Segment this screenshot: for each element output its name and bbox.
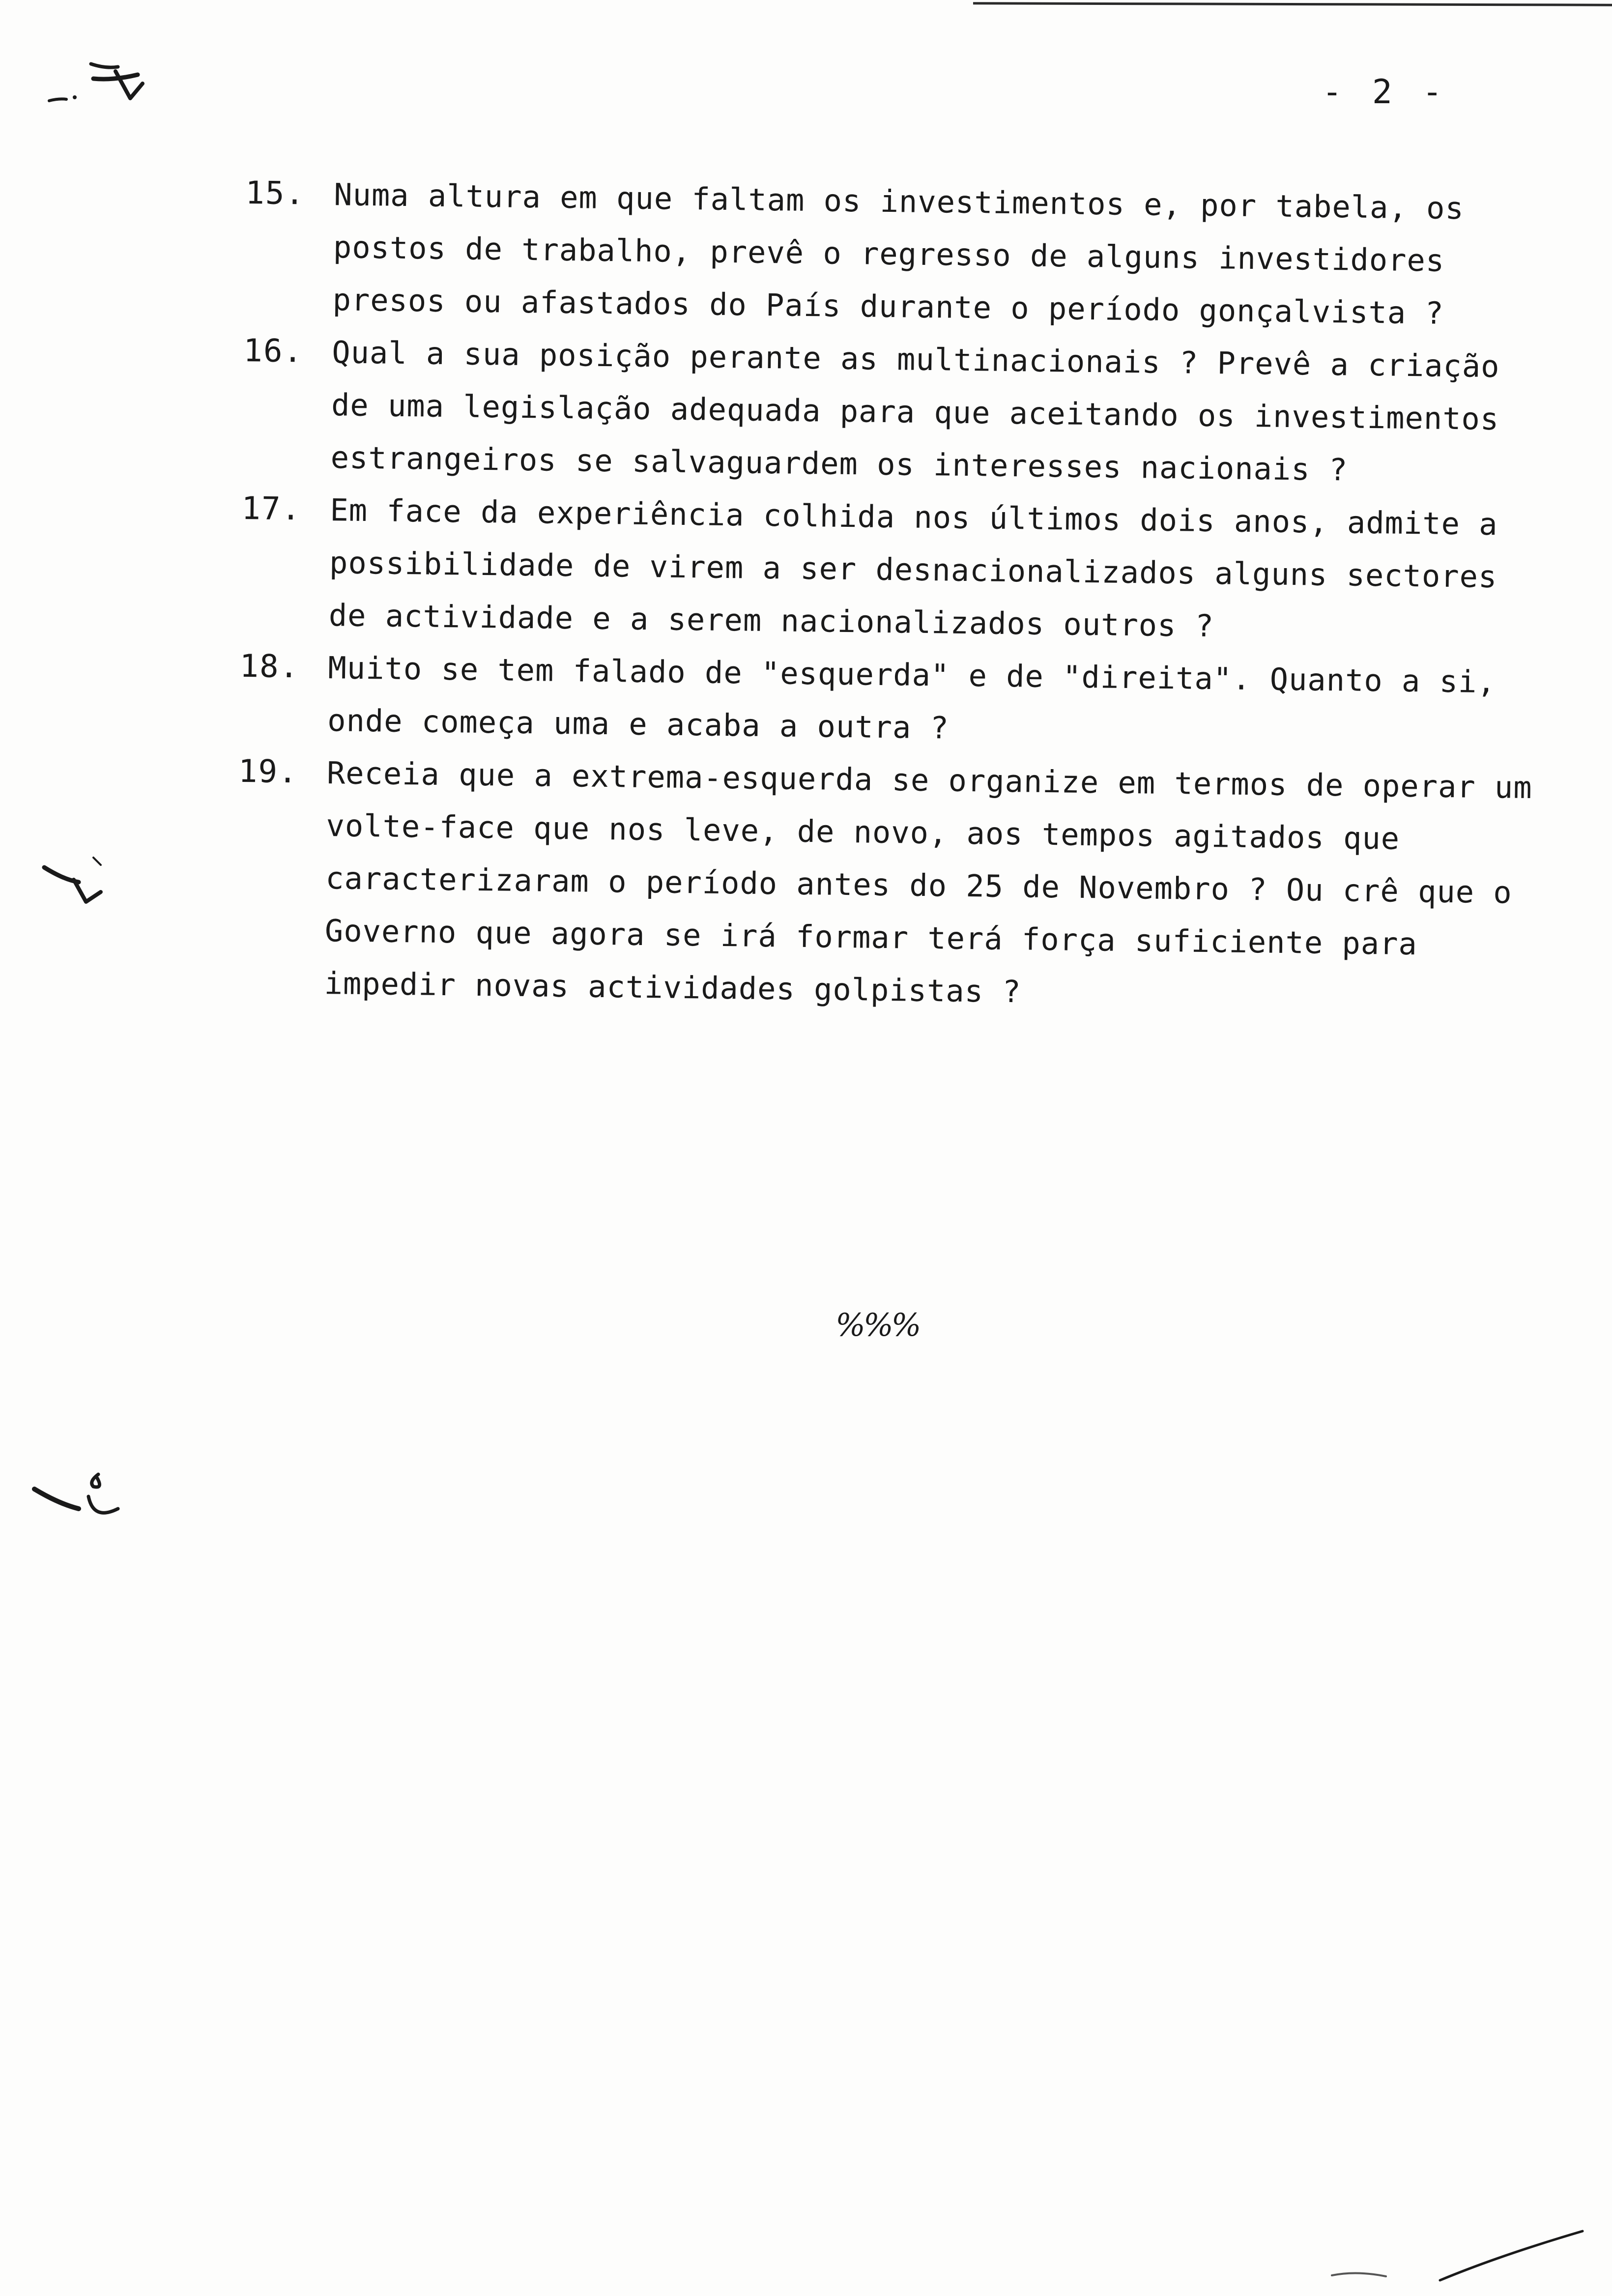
question-item bbox=[239, 640, 1547, 761]
top-rule bbox=[973, 2, 1612, 6]
question-number: 15. bbox=[245, 174, 306, 212]
question-item bbox=[242, 325, 1551, 498]
margin-mark-middle-icon bbox=[20, 845, 128, 914]
question-number: 17. bbox=[241, 490, 302, 528]
page-number: - 2 - bbox=[1322, 73, 1447, 112]
question-text: Em face da experiência colhida nos últimos dois anos, admite a possibilidade de virem a ser desnacionalizados alguns sectores de actividade e a serem nacionalizados outros ? bbox=[328, 492, 1498, 644]
question-item bbox=[240, 483, 1549, 656]
question-text: Muito se tem falado de "esquerda" e de "direita". Quanto a si, onde começa uma e acaba a outra ? bbox=[327, 650, 1497, 746]
question-number: 16. bbox=[243, 332, 304, 370]
question-text: Numa altura em que faltam os investimentos e, por tabela, os postos de trabalho, prevê o regresso de alguns investidores presos ou afastados do País durante o período gonçalvista ? bbox=[332, 176, 1465, 331]
corner-stroke-icon bbox=[1327, 2202, 1612, 2296]
margin-mark-top-icon bbox=[20, 49, 157, 128]
question-text: Qual a sua posição perante as multinacionais ? Prevê a criação de uma legislação adequada para que aceitando os investimentos estrangeiros se salvaguardem os interesses nacionais ? bbox=[330, 334, 1500, 488]
margin-mark-bottom-icon bbox=[20, 1455, 138, 1533]
question-number: 18. bbox=[239, 648, 300, 686]
question-item bbox=[244, 167, 1553, 341]
question-list bbox=[235, 167, 1553, 1024]
question-text: Receia que a extrema-esquerda se organize em termos de operar um volte-face que nos leve, de novo, aos tempos agitados que caracterizaram o período antes do 25 de Novembro ? Ou crê que o Governo que agora se irá formar terá força suficiente para impedir novas actividades golpistas ? bbox=[324, 755, 1533, 1010]
question-number: 19. bbox=[238, 753, 299, 791]
question-item bbox=[235, 746, 1546, 1024]
end-of-text-mark: %%% bbox=[835, 1307, 920, 1344]
